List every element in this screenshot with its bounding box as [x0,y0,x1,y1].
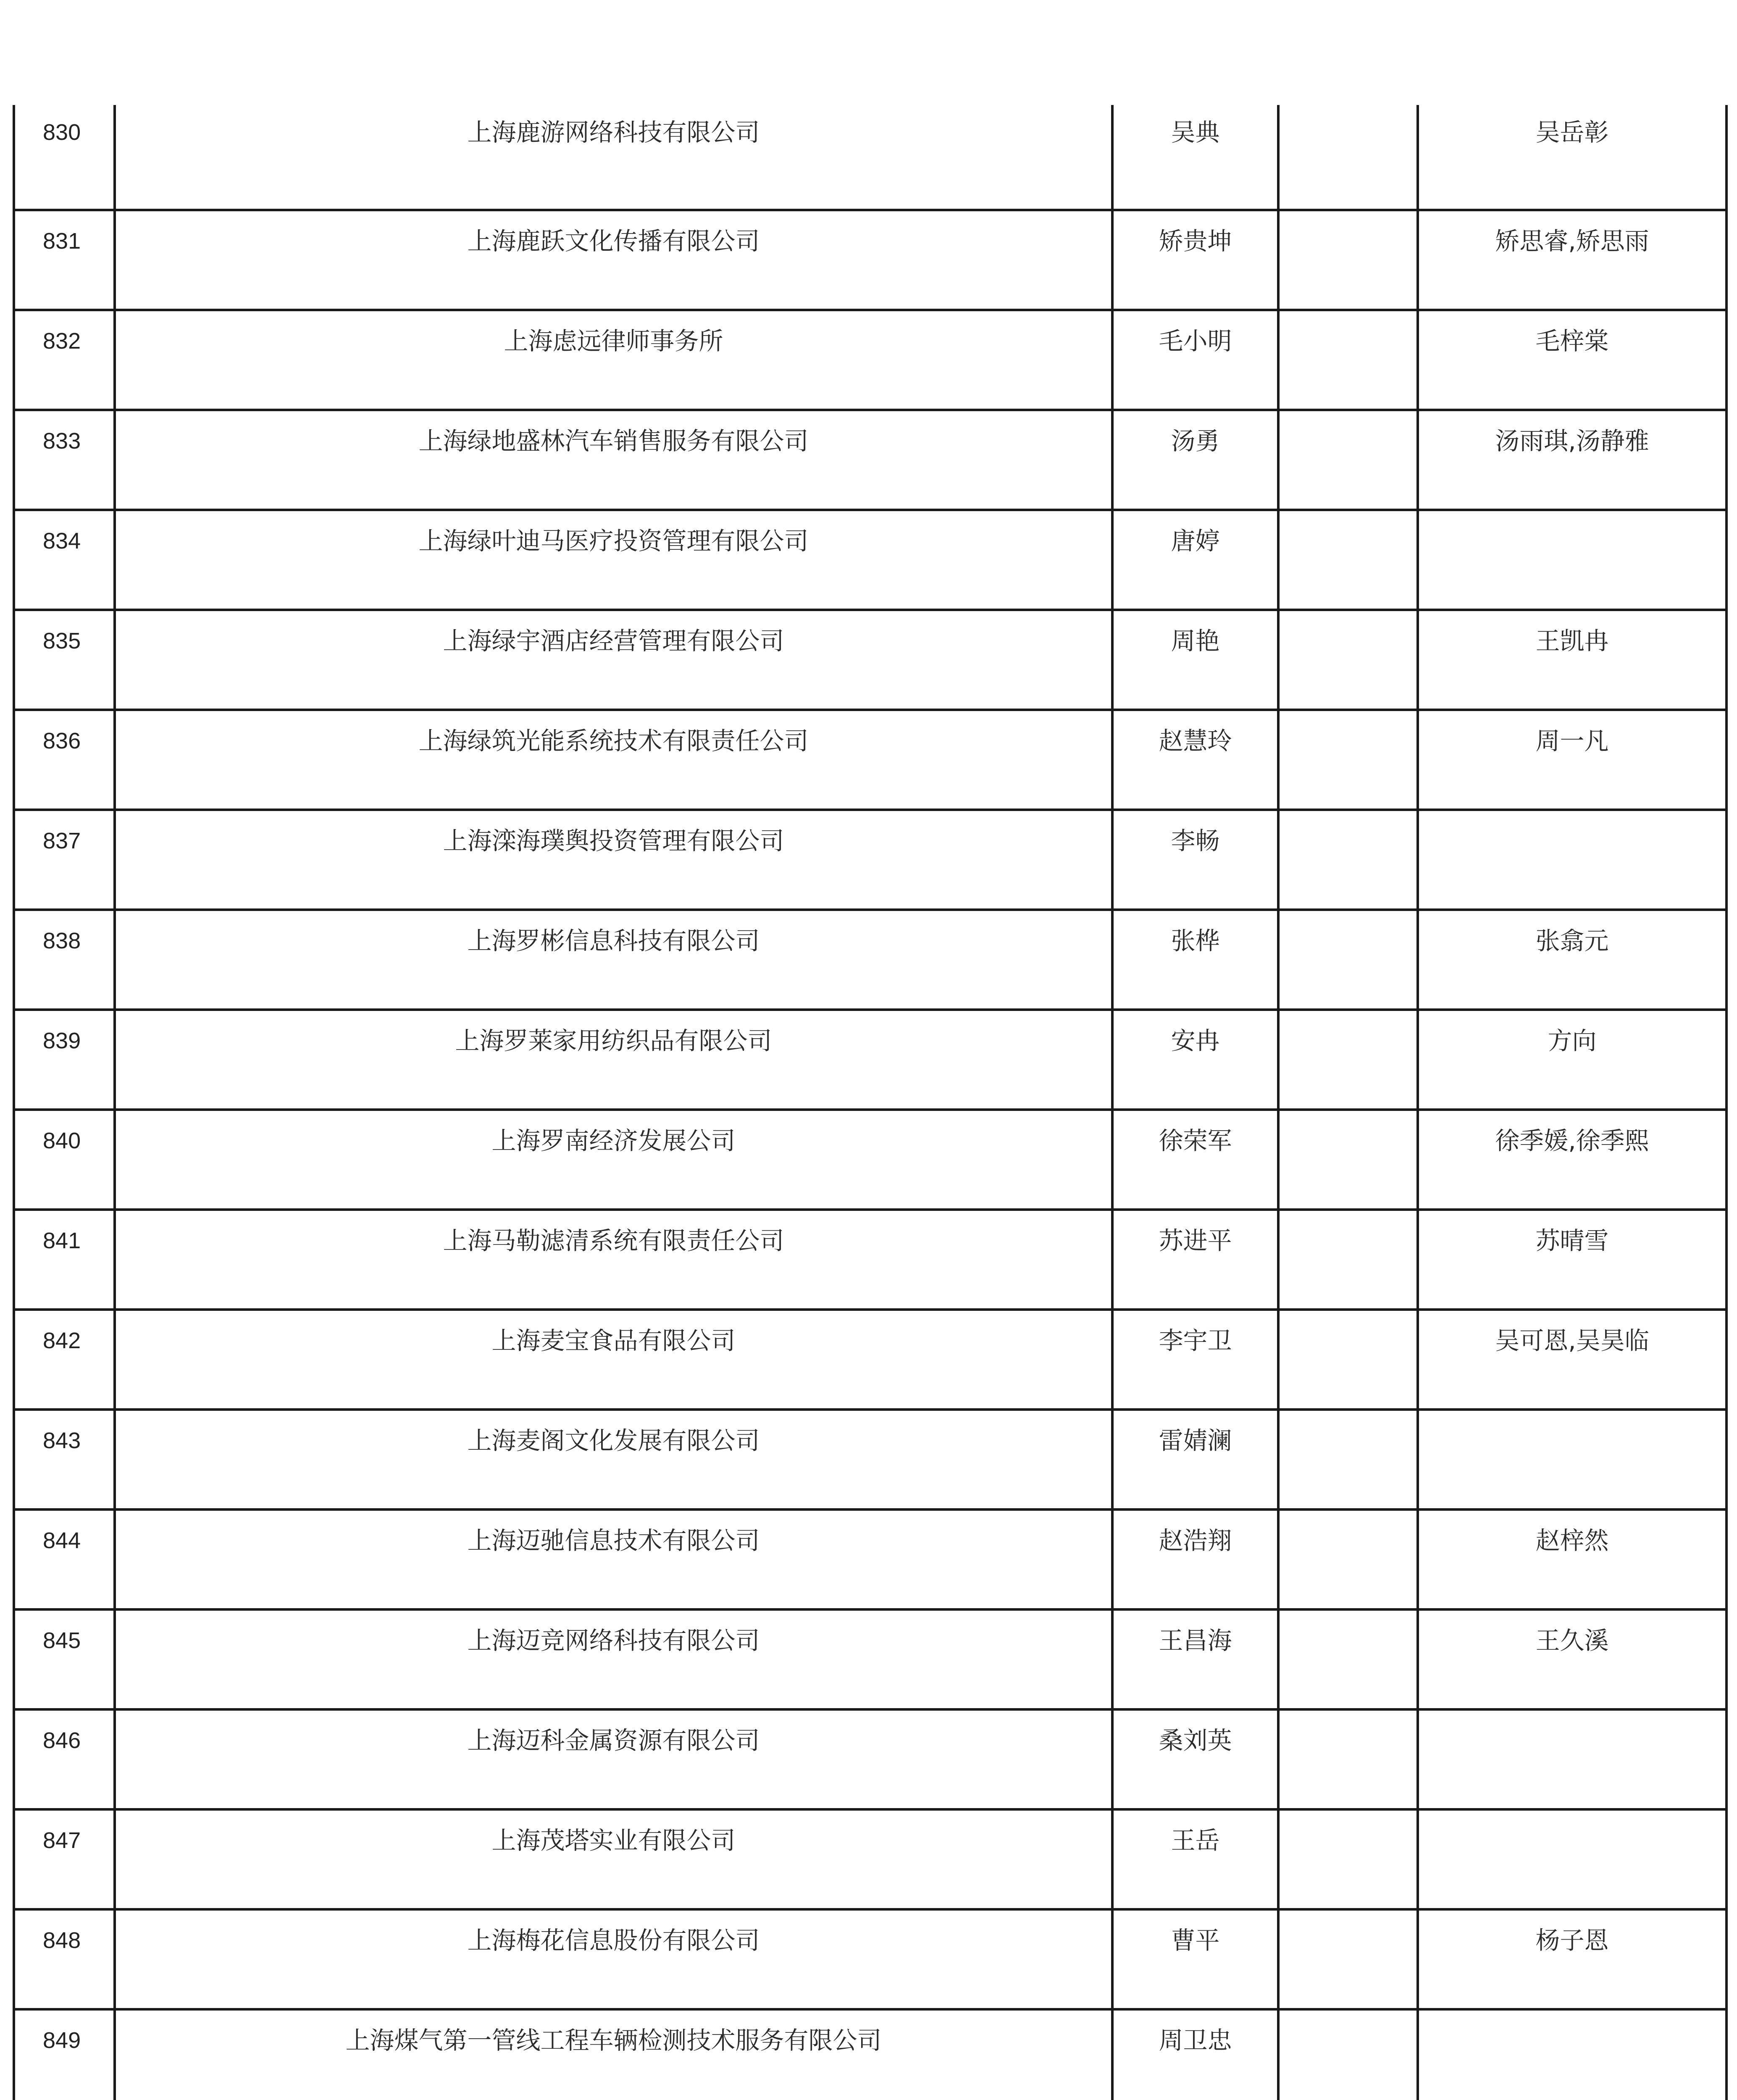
roster-table [13,105,1728,2100]
company-name-cell: 上海绿宇酒店经营管理有限公司 [115,610,1112,710]
table-row [14,1509,1726,1609]
blank-cell [1278,1809,1418,1909]
company-name-cell: 上海罗莱家用纺织品有限公司 [115,1010,1112,1110]
blank-cell [1278,105,1418,210]
person-name-cell: 赵浩翔 [1112,1509,1278,1609]
table-row [14,410,1726,510]
company-name-cell: 上海茂塔实业有限公司 [115,1809,1112,1909]
row-number-cell: 845 [14,1609,115,1709]
row-number-cell: 848 [14,1909,115,2009]
blank-cell [1278,610,1418,710]
table-row [14,105,1726,210]
family-members-cell: 杨子恩 [1418,1909,1726,2009]
table-row [14,1609,1726,1709]
person-name-cell: 矫贵坤 [1112,210,1278,310]
company-name-cell: 上海迈竞网络科技有限公司 [115,1609,1112,1709]
person-name-cell: 徐荣军 [1112,1110,1278,1210]
blank-cell [1278,210,1418,310]
family-members-cell: 吴岳彰 [1418,105,1726,210]
table-row [14,510,1726,610]
table-row [14,1310,1726,1410]
blank-cell [1278,1310,1418,1410]
blank-cell [1278,310,1418,410]
table-row [14,810,1726,910]
person-name-cell: 曹平 [1112,1909,1278,2009]
table-row [14,1909,1726,2009]
person-name-cell: 雷婧澜 [1112,1410,1278,1509]
table-row [14,910,1726,1010]
person-name-cell: 王昌海 [1112,1609,1278,1709]
company-name-cell: 上海绿叶迪马医疗投资管理有限公司 [115,510,1112,610]
family-members-cell: 吴可恩,吴昊临 [1418,1310,1726,1410]
person-name-cell: 安冉 [1112,1010,1278,1110]
row-number-cell: 847 [14,1809,115,1909]
person-name-cell: 吴典 [1112,105,1278,210]
blank-cell [1278,1010,1418,1110]
company-name-cell: 上海迈科金属资源有限公司 [115,1709,1112,1809]
blank-cell [1278,510,1418,610]
company-name-cell: 上海麦阁文化发展有限公司 [115,1410,1112,1509]
person-name-cell: 王岳 [1112,1809,1278,1909]
row-number-cell: 846 [14,1709,115,1809]
person-name-cell: 桑刘英 [1112,1709,1278,1809]
company-name-cell: 上海梅花信息股份有限公司 [115,1909,1112,2009]
blank-cell [1278,1110,1418,1210]
family-members-cell: 汤雨琪,汤静雅 [1418,410,1726,510]
row-number-cell: 836 [14,710,115,810]
blank-cell [1278,810,1418,910]
family-members-cell [1418,1709,1726,1809]
table-row [14,1010,1726,1110]
table-row [14,610,1726,710]
blank-cell [1278,1210,1418,1310]
blank-cell [1278,410,1418,510]
table-row [14,1410,1726,1509]
person-name-cell: 唐婷 [1112,510,1278,610]
company-name-cell: 上海迈驰信息技术有限公司 [115,1509,1112,1609]
family-members-cell [1418,1410,1726,1509]
row-number-cell: 837 [14,810,115,910]
row-number-cell: 842 [14,1310,115,1410]
company-name-cell: 上海绿地盛林汽车销售服务有限公司 [115,410,1112,510]
company-name-cell: 上海罗南经济发展公司 [115,1110,1112,1210]
company-name-cell: 上海麦宝食品有限公司 [115,1310,1112,1410]
row-number-cell: 835 [14,610,115,710]
company-name-cell: 上海绿筑光能系统技术有限责任公司 [115,710,1112,810]
family-members-cell: 徐季媛,徐季熙 [1418,1110,1726,1210]
person-name-cell: 李宇卫 [1112,1310,1278,1410]
roster-table-body [14,105,1726,2100]
person-name-cell: 赵慧玲 [1112,710,1278,810]
family-members-cell: 矫思睿,矫思雨 [1418,210,1726,310]
blank-cell [1278,1410,1418,1509]
table-row [14,210,1726,310]
row-number-cell: 841 [14,1210,115,1310]
table-row [14,1809,1726,1909]
person-name-cell: 李畅 [1112,810,1278,910]
table-row [14,1709,1726,1809]
family-members-cell [1418,2009,1726,2100]
family-members-cell: 赵梓然 [1418,1509,1726,1609]
family-members-cell: 方向 [1418,1010,1726,1110]
company-name-cell: 上海虑远律师事务所 [115,310,1112,410]
table-row [14,310,1726,410]
row-number-cell: 831 [14,210,115,310]
family-members-cell [1418,510,1726,610]
family-members-cell: 张翕元 [1418,910,1726,1010]
row-number-cell: 838 [14,910,115,1010]
blank-cell [1278,710,1418,810]
row-number-cell: 840 [14,1110,115,1210]
table-row [14,1110,1726,1210]
row-number-cell: 832 [14,310,115,410]
row-number-cell: 843 [14,1410,115,1509]
company-name-cell: 上海鹿跃文化传播有限公司 [115,210,1112,310]
person-name-cell: 毛小明 [1112,310,1278,410]
family-members-cell: 王凯冉 [1418,610,1726,710]
table-row [14,2009,1726,2100]
row-number-cell: 834 [14,510,115,610]
row-number-cell: 833 [14,410,115,510]
family-members-cell [1418,810,1726,910]
person-name-cell: 汤勇 [1112,410,1278,510]
blank-cell [1278,1609,1418,1709]
family-members-cell: 王久溪 [1418,1609,1726,1709]
person-name-cell: 苏进平 [1112,1210,1278,1310]
table-row [14,710,1726,810]
table-row [14,1210,1726,1310]
family-members-cell: 周一凡 [1418,710,1726,810]
family-members-cell: 毛梓棠 [1418,310,1726,410]
row-number-cell: 830 [14,105,115,210]
blank-cell [1278,1509,1418,1609]
person-name-cell: 张桦 [1112,910,1278,1010]
family-members-cell: 苏晴雪 [1418,1210,1726,1310]
blank-cell [1278,2009,1418,2100]
row-number-cell: 839 [14,1010,115,1110]
person-name-cell: 周卫忠 [1112,2009,1278,2100]
row-number-cell: 844 [14,1509,115,1609]
company-name-cell: 上海鹿游网络科技有限公司 [115,105,1112,210]
family-members-cell [1418,1809,1726,1909]
blank-cell [1278,1709,1418,1809]
company-name-cell: 上海罗彬信息科技有限公司 [115,910,1112,1010]
person-name-cell: 周艳 [1112,610,1278,710]
company-name-cell: 上海煤气第一管线工程车辆检测技术服务有限公司 [115,2009,1112,2100]
blank-cell [1278,1909,1418,2009]
company-name-cell: 上海滦海璞舆投资管理有限公司 [115,810,1112,910]
company-name-cell: 上海马勒滤清系统有限责任公司 [115,1210,1112,1310]
blank-cell [1278,910,1418,1010]
row-number-cell: 849 [14,2009,115,2100]
